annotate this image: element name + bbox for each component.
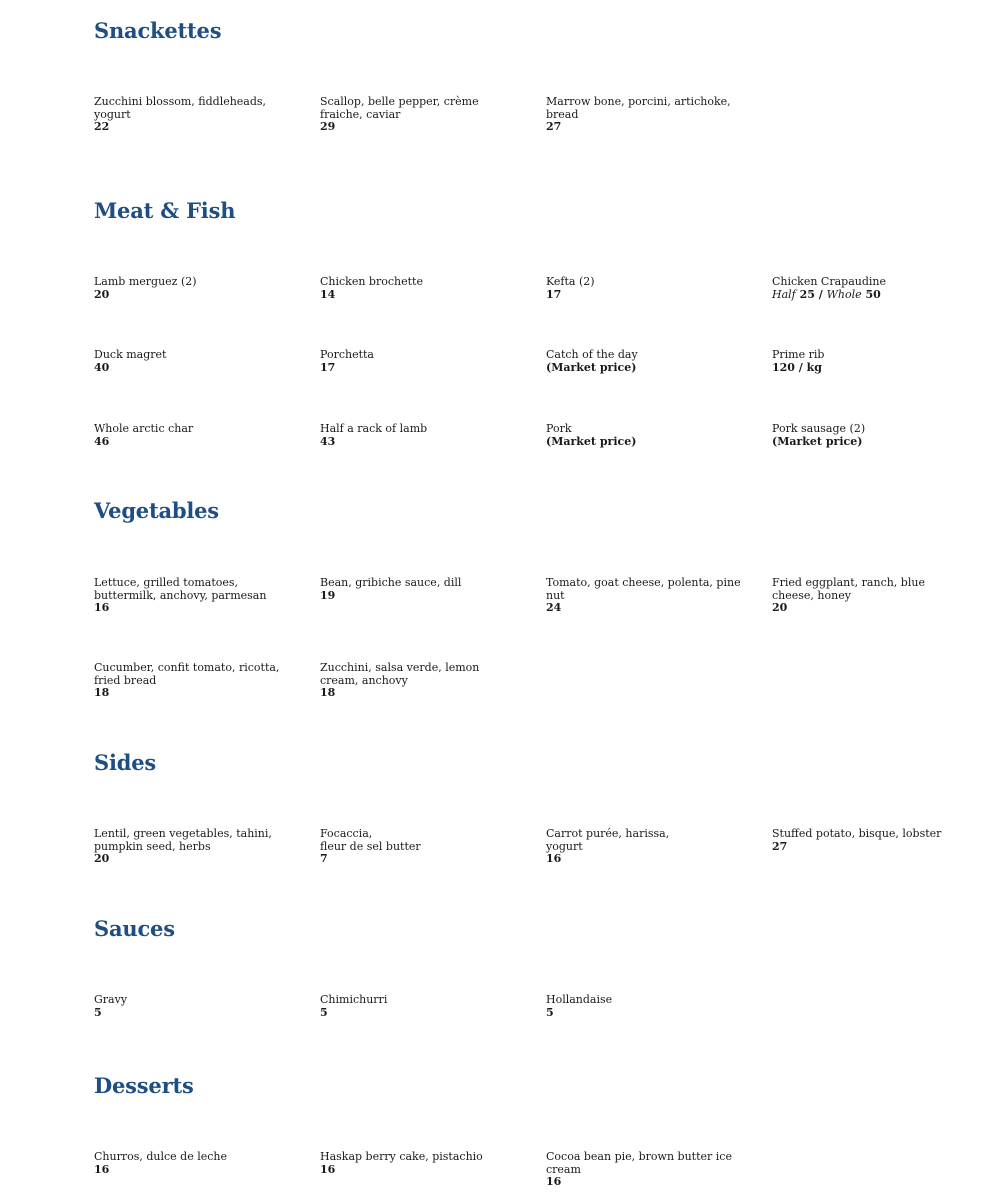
item-name: Half a rack of lamb	[320, 422, 428, 435]
item-name: Catch of the day	[546, 348, 638, 361]
menu-item	[546, 1151, 742, 1189]
item-name: Cocoa bean pie, brown butter ice cream	[546, 1150, 732, 1176]
item-price: 20	[772, 601, 788, 614]
item-price: 18	[94, 686, 110, 699]
item-price: 5	[546, 1005, 554, 1019]
menu-item	[772, 423, 968, 448]
item-name: Stuffed potato, bisque, lobster	[772, 827, 942, 840]
menu-item	[320, 577, 516, 602]
item-price: (Market price)	[546, 434, 637, 448]
section-snackettes	[94, 18, 974, 133]
item-price: 120 / kg	[772, 360, 822, 374]
item-name: Chicken Crapaudine	[772, 275, 887, 288]
item-price: 40	[94, 360, 110, 374]
item-price: 5	[320, 1005, 328, 1019]
item-name: Whole arctic char	[94, 422, 194, 435]
item-price: 16	[94, 1162, 110, 1176]
item-name: Lettuce, grilled tomatoes, buttermilk, anchovy, parmesan	[94, 576, 267, 602]
item-name: Bean, gribiche sauce, dill	[320, 576, 462, 589]
menu-item	[94, 577, 290, 615]
item-name: Gravy	[94, 993, 128, 1006]
item-price: 27	[772, 839, 788, 853]
item-price: 16	[94, 601, 110, 614]
section-title: Meat & Fish	[94, 198, 236, 223]
section-sides	[94, 750, 974, 865]
menu-item	[546, 276, 742, 301]
item-price: 43	[320, 434, 336, 448]
item-name: Tomato, goat cheese, polenta, pine nut	[546, 576, 741, 602]
menu-item	[320, 349, 516, 374]
section-desserts	[94, 1073, 974, 1188]
item-price: 16	[320, 1162, 336, 1176]
item-price: 46	[94, 434, 110, 448]
item-price: 27	[546, 120, 562, 133]
item-price: 29	[320, 120, 336, 133]
item-name: Focaccia, fleur de sel butter	[320, 827, 421, 853]
menu-item	[546, 828, 742, 866]
menu-item	[772, 349, 968, 374]
half-label: Half	[772, 287, 796, 301]
item-price: 22	[94, 120, 110, 133]
item-price: (Market price)	[546, 360, 637, 374]
menu-item	[320, 96, 516, 134]
item-name: Churros, dulce de leche	[94, 1150, 228, 1163]
menu-item	[320, 662, 516, 700]
menu-item	[546, 994, 742, 1019]
item-name: Lentil, green vegetables, tahini, pumpkin seed, herbs	[94, 827, 272, 853]
item-price-split	[772, 289, 968, 302]
menu-item	[94, 828, 290, 866]
menu-item	[772, 276, 968, 301]
menu-item	[546, 96, 742, 134]
whole-price: 50	[865, 287, 881, 301]
item-name: Chicken brochette	[320, 275, 423, 288]
item-price: 7	[320, 852, 328, 865]
item-name: Carrot purée, harissa, yogurt	[546, 827, 670, 853]
item-name: Chimichurri	[320, 993, 388, 1006]
section-title: Snackettes	[94, 18, 222, 43]
menu-item	[94, 1151, 290, 1176]
item-price: 16	[546, 852, 562, 865]
item-price: 18	[320, 686, 336, 699]
menu-item	[94, 662, 290, 700]
item-name: Duck magret	[94, 348, 167, 361]
menu-item	[320, 1151, 516, 1176]
item-name: Hollandaise	[546, 993, 613, 1006]
menu-item	[94, 96, 290, 134]
section-title: Vegetables	[94, 498, 219, 523]
item-price: (Market price)	[772, 434, 863, 448]
item-price: 20	[94, 287, 110, 301]
section-meat-fish	[94, 198, 974, 448]
menu-item	[546, 349, 742, 374]
whole-label: Whole	[826, 287, 862, 301]
menu-item	[546, 423, 742, 448]
price-separator: /	[818, 287, 823, 301]
item-price: 14	[320, 287, 336, 301]
menu-item	[94, 276, 290, 301]
item-price: 24	[546, 601, 562, 614]
section-vegetables	[94, 498, 974, 699]
menu-item	[94, 423, 290, 448]
item-name: Fried eggplant, ranch, blue cheese, honey	[772, 576, 925, 602]
menu-item	[320, 423, 516, 448]
item-name: Pork	[546, 422, 572, 435]
menu-item	[94, 349, 290, 374]
item-name: Pork sausage (2)	[772, 422, 866, 435]
menu-item	[320, 994, 516, 1019]
menu-item	[94, 994, 290, 1019]
item-name: Scallop, belle pepper, crème fraiche, caviar	[320, 95, 479, 121]
menu-item	[320, 276, 516, 301]
item-price: 17	[546, 287, 562, 301]
item-name: Cucumber, confit tomato, ricotta, fried bread	[94, 661, 280, 687]
section-title: Sides	[94, 750, 157, 775]
item-name: Prime rib	[772, 348, 825, 361]
item-name: Marrow bone, porcini, artichoke, bread	[546, 95, 731, 121]
section-title: Sauces	[94, 916, 175, 941]
section-sauces	[94, 916, 974, 1019]
item-name: Kefta (2)	[546, 275, 595, 288]
item-name: Porchetta	[320, 348, 374, 361]
item-price: 20	[94, 852, 110, 865]
item-price: 19	[320, 588, 336, 602]
item-price: 5	[94, 1005, 102, 1019]
section-title: Desserts	[94, 1073, 194, 1098]
half-price: 25	[799, 287, 815, 301]
item-price: 16	[546, 1175, 562, 1188]
menu-item	[546, 577, 742, 615]
item-name: Zucchini, salsa verde, lemon cream, anchovy	[320, 661, 480, 687]
menu-item	[320, 828, 516, 866]
menu-item	[772, 828, 968, 853]
item-price: 17	[320, 360, 336, 374]
menu-item	[772, 577, 968, 615]
item-name: Lamb merguez (2)	[94, 275, 197, 288]
item-name: Zucchini blossom, fiddleheads, yogurt	[94, 95, 267, 121]
item-name: Haskap berry cake, pistachio	[320, 1150, 483, 1163]
